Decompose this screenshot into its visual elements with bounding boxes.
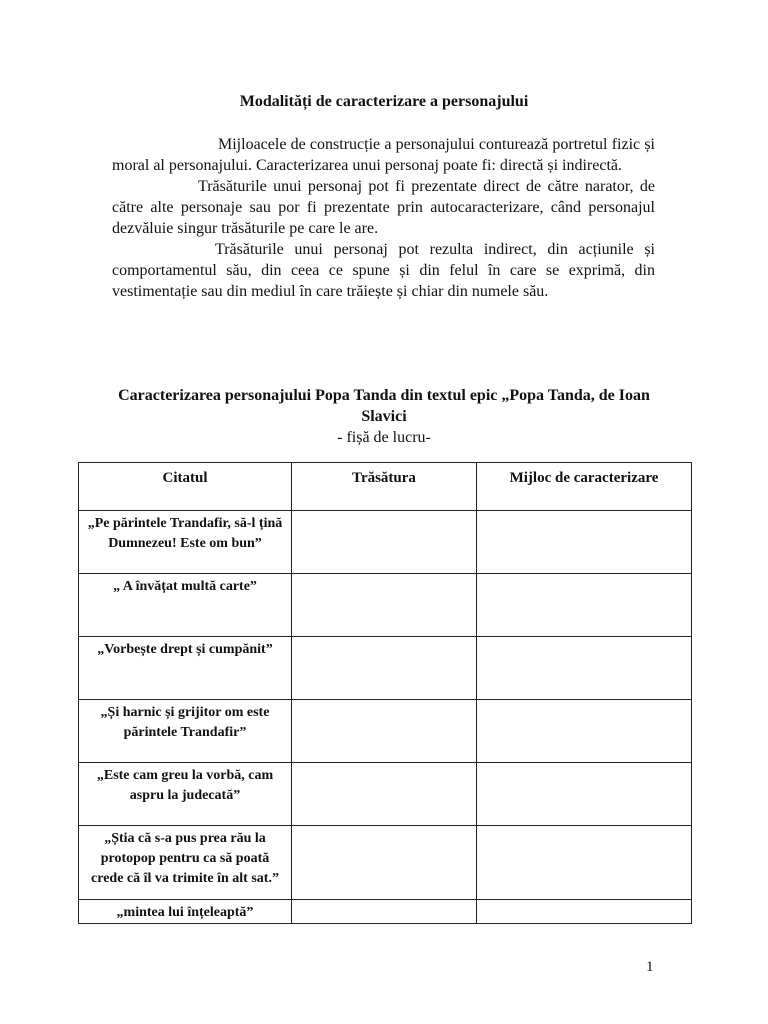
quote-cell: „Este cam greu la vorbă, cam aspru la judecată” (79, 763, 292, 826)
quote-cell: „mintea lui înțeleaptă” (79, 900, 292, 924)
table-row (79, 511, 692, 574)
table-row (79, 700, 692, 763)
quote-cell: „Pe părintele Trandafir, să-l țină Dumnezeu! Este om bun” (79, 511, 292, 574)
paragraph-direct-traits: Trăsăturile unui personaj pot fi prezentate direct de către narator, de către alte personaje sau por fi prezentate prin autocaracterizare, când personajul dezvăluie singur trăsăturile pe care le are. (112, 178, 655, 237)
table-row (79, 763, 692, 826)
means-cell[interactable] (477, 900, 692, 924)
header-means: Mijloc de caracterizare (477, 463, 692, 511)
trait-cell[interactable] (292, 763, 477, 826)
trait-cell[interactable] (292, 900, 477, 924)
means-cell[interactable] (477, 511, 692, 574)
paragraph-indirect-traits: Trăsăturile unui personaj pot rezulta indirect, din acțiunile și comportamentul său, din ceea ce spune și din felul în care se exprimă, din vestimentație sau din mediul în care trăiește și chiar din numele său. (112, 241, 655, 300)
trait-cell[interactable] (292, 511, 477, 574)
table-header-row (79, 463, 692, 511)
quote-cell: „Și harnic și grijitor om este părintele Trandafir” (79, 700, 292, 763)
means-cell[interactable] (477, 700, 692, 763)
quote-cell: „ A învățat multă carte” (79, 574, 292, 637)
means-cell[interactable] (477, 637, 692, 700)
table-row (79, 900, 692, 924)
table-row (79, 637, 692, 700)
table-row (79, 574, 692, 637)
paragraph-direct-indirect: Mijloacele de construcție a personajului conturează portretul fizic și moral al personajului. Caracterizarea unui personaj poate fi: directă și indirectă. (112, 136, 655, 174)
document-title: Modalități de caracterizare a personajului (239, 93, 529, 110)
means-cell[interactable] (477, 826, 692, 900)
trait-cell[interactable] (292, 637, 477, 700)
worksheet-table (78, 462, 692, 924)
worksheet-title: Caracterizarea personajului Popa Tanda din textul epic „Popa Tanda, de Ioan Slavici (118, 387, 650, 425)
quote-cell: „Știa că s-a pus prea rău la protopop pentru ca să poată crede că îl va trimite în alt sat.” (79, 826, 292, 900)
page-number: 1 (646, 959, 654, 975)
trait-cell[interactable] (292, 700, 477, 763)
intro-text (112, 134, 655, 302)
trait-cell[interactable] (292, 826, 477, 900)
header-quote: Citatul (79, 463, 292, 511)
trait-cell[interactable] (292, 574, 477, 637)
quote-cell: „Vorbește drept și cumpănit” (79, 637, 292, 700)
table-row (79, 826, 692, 900)
means-cell[interactable] (477, 763, 692, 826)
worksheet-subtitle: - fișă de lucru- (337, 429, 431, 446)
header-trait: Trăsătura (292, 463, 477, 511)
means-cell[interactable] (477, 574, 692, 637)
